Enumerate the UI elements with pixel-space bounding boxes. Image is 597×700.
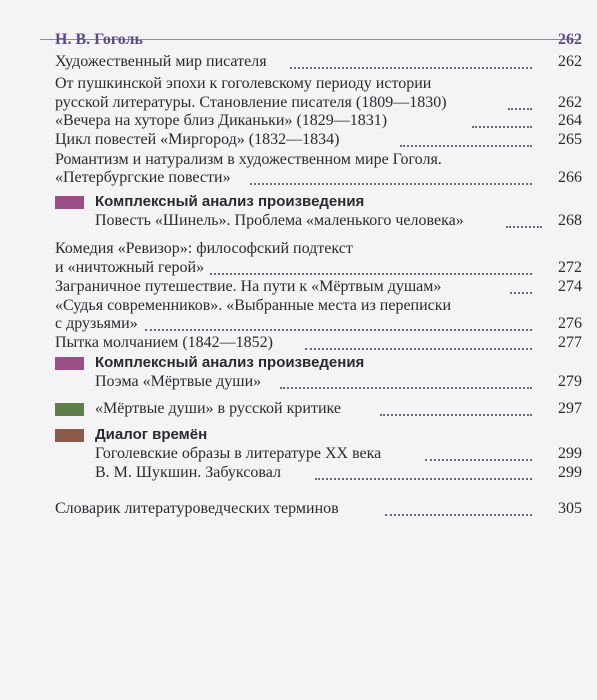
section-heading: Комплексный анализ произведения bbox=[95, 354, 365, 371]
page-number: 279 bbox=[558, 373, 582, 390]
author-heading: Н. В. Гоголь bbox=[55, 31, 143, 48]
entry-title: «Вечера на хуторе близ Диканьки» (1829—1831) bbox=[55, 112, 388, 129]
page-number: 305 bbox=[558, 500, 582, 517]
entry-title: и «ничтожный герой» bbox=[55, 259, 205, 276]
page-number: 299 bbox=[558, 445, 582, 462]
dot-leader bbox=[305, 348, 532, 350]
dot-leader bbox=[280, 387, 532, 389]
page-number: 268 bbox=[558, 212, 582, 229]
toc-entry[interactable] bbox=[0, 277, 597, 297]
toc-entry[interactable] bbox=[0, 239, 597, 259]
page-number: 299 bbox=[558, 464, 582, 481]
toc-entry[interactable] bbox=[0, 499, 597, 519]
dot-leader bbox=[290, 67, 532, 69]
entry-title: «Мёртвые души» в русской критике bbox=[95, 400, 341, 417]
entry-title: с друзьями» bbox=[55, 315, 138, 332]
toc-entry[interactable] bbox=[0, 74, 597, 94]
section-marker bbox=[55, 196, 84, 209]
entry-title: Повесть «Шинель». Проблема «маленького человека» bbox=[95, 212, 464, 229]
entry-title: От пушкинской эпохи к гоголевскому периоду истории bbox=[55, 75, 432, 92]
toc-entry[interactable] bbox=[0, 333, 597, 353]
toc-entry[interactable] bbox=[0, 296, 597, 316]
dot-leader bbox=[508, 108, 532, 110]
dot-leader bbox=[400, 145, 532, 147]
entry-title: Поэма «Мёртвые души» bbox=[95, 373, 262, 390]
toc-section-header[interactable] bbox=[0, 192, 597, 212]
page-number: 265 bbox=[558, 131, 582, 148]
entry-title: Романтизм и натурализм в художественном мире Гоголя. bbox=[55, 151, 442, 168]
entry-title: русской литературы. Становление писателя (1809—1830) bbox=[55, 94, 447, 111]
page-number: 266 bbox=[558, 169, 582, 186]
toc-entry[interactable] bbox=[0, 211, 597, 231]
section-marker bbox=[55, 403, 84, 416]
dot-leader bbox=[472, 126, 532, 128]
toc-entry[interactable] bbox=[0, 168, 597, 188]
section-marker bbox=[55, 429, 84, 442]
entry-title: «Петербургские повести» bbox=[55, 169, 231, 186]
dot-leader bbox=[506, 226, 542, 228]
page-number: 262 bbox=[558, 31, 582, 48]
toc-entry[interactable] bbox=[0, 150, 597, 170]
toc-entry[interactable] bbox=[0, 52, 597, 72]
entry-title: Комедия «Ревизор»: философский подтекст bbox=[55, 240, 353, 257]
entry-title: Гоголевские образы в литературе XX века bbox=[95, 445, 382, 462]
section-heading: Комплексный анализ произведения bbox=[95, 193, 365, 210]
page-number: 297 bbox=[558, 400, 582, 417]
entry-title: Цикл повестей «Миргород» (1832—1834) bbox=[55, 131, 340, 148]
section-marker bbox=[55, 357, 84, 370]
section-heading: Диалог времён bbox=[95, 426, 208, 443]
toc-entry[interactable] bbox=[0, 93, 597, 113]
toc-section-header[interactable] bbox=[0, 425, 597, 445]
entry-title: Пытка молчанием (1842—1852) bbox=[55, 334, 273, 351]
toc-section-entry[interactable] bbox=[0, 399, 597, 419]
dot-leader bbox=[315, 478, 532, 480]
dot-leader bbox=[510, 292, 532, 294]
dot-leader bbox=[145, 329, 532, 331]
toc-section-header[interactable] bbox=[0, 353, 597, 373]
dot-leader bbox=[210, 273, 532, 275]
page-number: 272 bbox=[558, 259, 582, 276]
dot-leader bbox=[385, 514, 532, 516]
toc-entry[interactable] bbox=[0, 258, 597, 278]
toc-entry[interactable] bbox=[0, 130, 597, 150]
entry-title: «Судья современников». «Выбранные места из переписки bbox=[55, 297, 452, 314]
page-number: 262 bbox=[558, 53, 582, 70]
toc-entry[interactable] bbox=[0, 372, 597, 392]
page-number: 277 bbox=[558, 334, 582, 351]
dot-leader bbox=[380, 414, 532, 416]
entry-title: Словарик литературоведческих терминов bbox=[55, 500, 339, 517]
entry-title: Заграничное путешествие. На пути к «Мёртвым душам» bbox=[55, 278, 442, 295]
toc-author-row[interactable] bbox=[0, 30, 597, 50]
page-number: 276 bbox=[558, 315, 582, 332]
entry-title: В. М. Шукшин. Забуксовал bbox=[95, 464, 281, 481]
page-number: 264 bbox=[558, 112, 582, 129]
toc-entry[interactable] bbox=[0, 463, 597, 483]
page-number: 262 bbox=[558, 94, 582, 111]
page-number: 274 bbox=[558, 278, 582, 295]
toc-entry[interactable] bbox=[0, 444, 597, 464]
entry-title: Художественный мир писателя bbox=[55, 53, 267, 70]
toc-entry[interactable] bbox=[0, 111, 597, 131]
dot-leader bbox=[425, 459, 532, 461]
toc-entry[interactable] bbox=[0, 314, 597, 334]
dot-leader bbox=[250, 183, 532, 185]
